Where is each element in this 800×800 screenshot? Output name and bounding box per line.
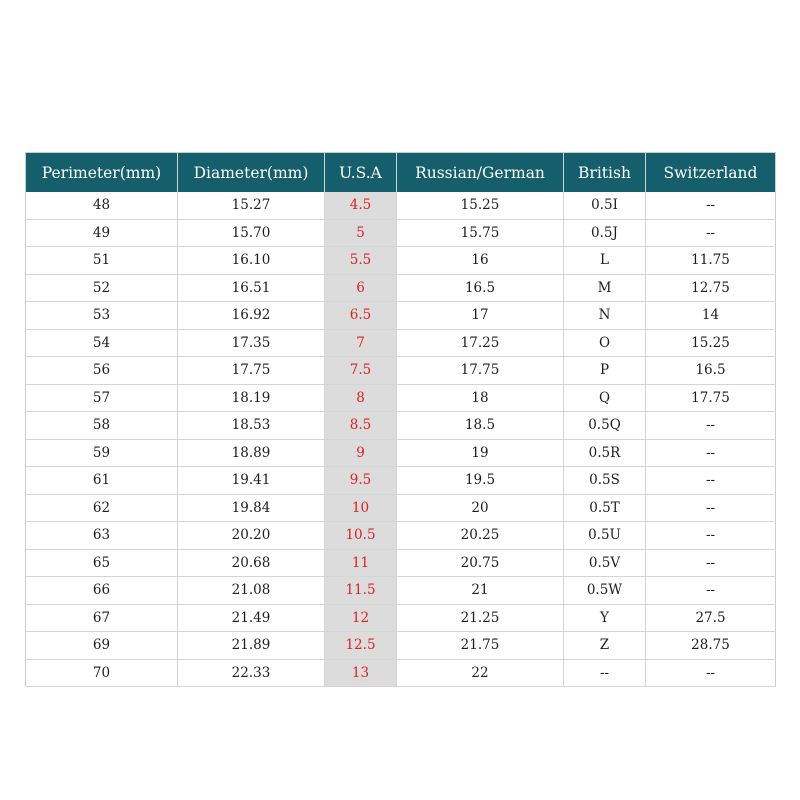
cell-diameter: 16.51 xyxy=(178,274,325,302)
cell-perimeter: 66 xyxy=(26,577,178,605)
cell-switzerland: -- xyxy=(646,549,776,577)
cell-british: 0.5V xyxy=(564,549,646,577)
cell-british: Q xyxy=(564,384,646,412)
table-header xyxy=(26,153,776,193)
cell-russian-german: 20.75 xyxy=(397,549,564,577)
cell-diameter: 18.19 xyxy=(178,384,325,412)
cell-perimeter: 52 xyxy=(26,274,178,302)
cell-british: -- xyxy=(564,659,646,687)
cell-usa: 9 xyxy=(325,439,397,467)
cell-perimeter: 54 xyxy=(26,329,178,357)
cell-british: 0.5T xyxy=(564,494,646,522)
header-row xyxy=(26,153,776,193)
cell-usa: 6 xyxy=(325,274,397,302)
cell-perimeter: 58 xyxy=(26,412,178,440)
cell-switzerland: -- xyxy=(646,522,776,550)
cell-diameter: 15.27 xyxy=(178,192,325,219)
cell-diameter: 18.53 xyxy=(178,412,325,440)
cell-russian-german: 17 xyxy=(397,302,564,330)
table-row xyxy=(26,219,776,247)
cell-diameter: 19.41 xyxy=(178,467,325,495)
table-row xyxy=(26,659,776,687)
table-row xyxy=(26,494,776,522)
cell-switzerland: 12.75 xyxy=(646,274,776,302)
cell-usa: 7.5 xyxy=(325,357,397,385)
cell-switzerland: 28.75 xyxy=(646,632,776,660)
header-perimeter: Perimeter(mm) xyxy=(26,153,178,193)
cell-russian-german: 22 xyxy=(397,659,564,687)
cell-diameter: 19.84 xyxy=(178,494,325,522)
cell-british: M xyxy=(564,274,646,302)
header-diameter: Diameter(mm) xyxy=(178,153,325,193)
cell-switzerland: -- xyxy=(646,439,776,467)
table-row xyxy=(26,192,776,219)
cell-british: 0.5Q xyxy=(564,412,646,440)
cell-usa: 5 xyxy=(325,219,397,247)
cell-british: 0.5I xyxy=(564,192,646,219)
cell-russian-german: 17.75 xyxy=(397,357,564,385)
cell-switzerland: -- xyxy=(646,494,776,522)
cell-perimeter: 65 xyxy=(26,549,178,577)
cell-british: Z xyxy=(564,632,646,660)
cell-usa: 4.5 xyxy=(325,192,397,219)
table-row xyxy=(26,274,776,302)
cell-russian-german: 21.25 xyxy=(397,604,564,632)
cell-diameter: 20.20 xyxy=(178,522,325,550)
cell-british: O xyxy=(564,329,646,357)
cell-perimeter: 48 xyxy=(26,192,178,219)
cell-russian-german: 18.5 xyxy=(397,412,564,440)
cell-british: 0.5U xyxy=(564,522,646,550)
table-row xyxy=(26,329,776,357)
cell-switzerland: 14 xyxy=(646,302,776,330)
cell-perimeter: 70 xyxy=(26,659,178,687)
cell-british: 0.5W xyxy=(564,577,646,605)
cell-switzerland: 16.5 xyxy=(646,357,776,385)
cell-perimeter: 51 xyxy=(26,247,178,275)
cell-switzerland: 15.25 xyxy=(646,329,776,357)
cell-diameter: 20.68 xyxy=(178,549,325,577)
cell-perimeter: 69 xyxy=(26,632,178,660)
cell-switzerland: -- xyxy=(646,577,776,605)
cell-russian-german: 20 xyxy=(397,494,564,522)
table-row xyxy=(26,522,776,550)
cell-british: Y xyxy=(564,604,646,632)
table-row xyxy=(26,412,776,440)
cell-british: L xyxy=(564,247,646,275)
cell-switzerland: -- xyxy=(646,192,776,219)
cell-diameter: 21.08 xyxy=(178,577,325,605)
cell-diameter: 16.92 xyxy=(178,302,325,330)
cell-usa: 9.5 xyxy=(325,467,397,495)
cell-russian-german: 19.5 xyxy=(397,467,564,495)
cell-perimeter: 59 xyxy=(26,439,178,467)
cell-perimeter: 61 xyxy=(26,467,178,495)
cell-british: 0.5J xyxy=(564,219,646,247)
cell-russian-german: 17.25 xyxy=(397,329,564,357)
cell-russian-german: 16.5 xyxy=(397,274,564,302)
cell-russian-german: 18 xyxy=(397,384,564,412)
cell-diameter: 22.33 xyxy=(178,659,325,687)
cell-perimeter: 57 xyxy=(26,384,178,412)
table-row xyxy=(26,357,776,385)
cell-usa: 10.5 xyxy=(325,522,397,550)
cell-perimeter: 53 xyxy=(26,302,178,330)
cell-perimeter: 49 xyxy=(26,219,178,247)
cell-usa: 11.5 xyxy=(325,577,397,605)
cell-switzerland: 11.75 xyxy=(646,247,776,275)
cell-russian-german: 15.25 xyxy=(397,192,564,219)
cell-russian-german: 19 xyxy=(397,439,564,467)
cell-russian-german: 15.75 xyxy=(397,219,564,247)
cell-usa: 5.5 xyxy=(325,247,397,275)
cell-russian-german: 21.75 xyxy=(397,632,564,660)
cell-british: 0.5R xyxy=(564,439,646,467)
header-usa: U.S.A xyxy=(325,153,397,193)
cell-diameter: 18.89 xyxy=(178,439,325,467)
cell-switzerland: -- xyxy=(646,467,776,495)
header-switzerland: Switzerland xyxy=(646,153,776,193)
cell-switzerland: -- xyxy=(646,412,776,440)
header-british: British xyxy=(564,153,646,193)
cell-usa: 10 xyxy=(325,494,397,522)
cell-usa: 8.5 xyxy=(325,412,397,440)
cell-switzerland: 27.5 xyxy=(646,604,776,632)
cell-usa: 12.5 xyxy=(325,632,397,660)
cell-russian-german: 21 xyxy=(397,577,564,605)
table-row xyxy=(26,384,776,412)
cell-switzerland: -- xyxy=(646,659,776,687)
header-russian-german: Russian/German xyxy=(397,153,564,193)
table-row xyxy=(26,467,776,495)
cell-usa: 7 xyxy=(325,329,397,357)
table-row xyxy=(26,247,776,275)
cell-switzerland: 17.75 xyxy=(646,384,776,412)
cell-diameter: 16.10 xyxy=(178,247,325,275)
cell-russian-german: 16 xyxy=(397,247,564,275)
table-row xyxy=(26,549,776,577)
cell-usa: 13 xyxy=(325,659,397,687)
cell-perimeter: 62 xyxy=(26,494,178,522)
cell-diameter: 17.35 xyxy=(178,329,325,357)
cell-usa: 6.5 xyxy=(325,302,397,330)
table-row xyxy=(26,632,776,660)
cell-perimeter: 56 xyxy=(26,357,178,385)
cell-diameter: 17.75 xyxy=(178,357,325,385)
table-row xyxy=(26,439,776,467)
cell-usa: 8 xyxy=(325,384,397,412)
table-row xyxy=(26,302,776,330)
table-row xyxy=(26,577,776,605)
cell-british: N xyxy=(564,302,646,330)
cell-usa: 12 xyxy=(325,604,397,632)
cell-british: 0.5S xyxy=(564,467,646,495)
cell-british: P xyxy=(564,357,646,385)
cell-switzerland: -- xyxy=(646,219,776,247)
cell-usa: 11 xyxy=(325,549,397,577)
cell-perimeter: 67 xyxy=(26,604,178,632)
table-body xyxy=(26,192,776,687)
cell-diameter: 21.49 xyxy=(178,604,325,632)
cell-russian-german: 20.25 xyxy=(397,522,564,550)
cell-perimeter: 63 xyxy=(26,522,178,550)
cell-diameter: 21.89 xyxy=(178,632,325,660)
table-row xyxy=(26,604,776,632)
cell-diameter: 15.70 xyxy=(178,219,325,247)
ring-size-table xyxy=(25,152,776,687)
